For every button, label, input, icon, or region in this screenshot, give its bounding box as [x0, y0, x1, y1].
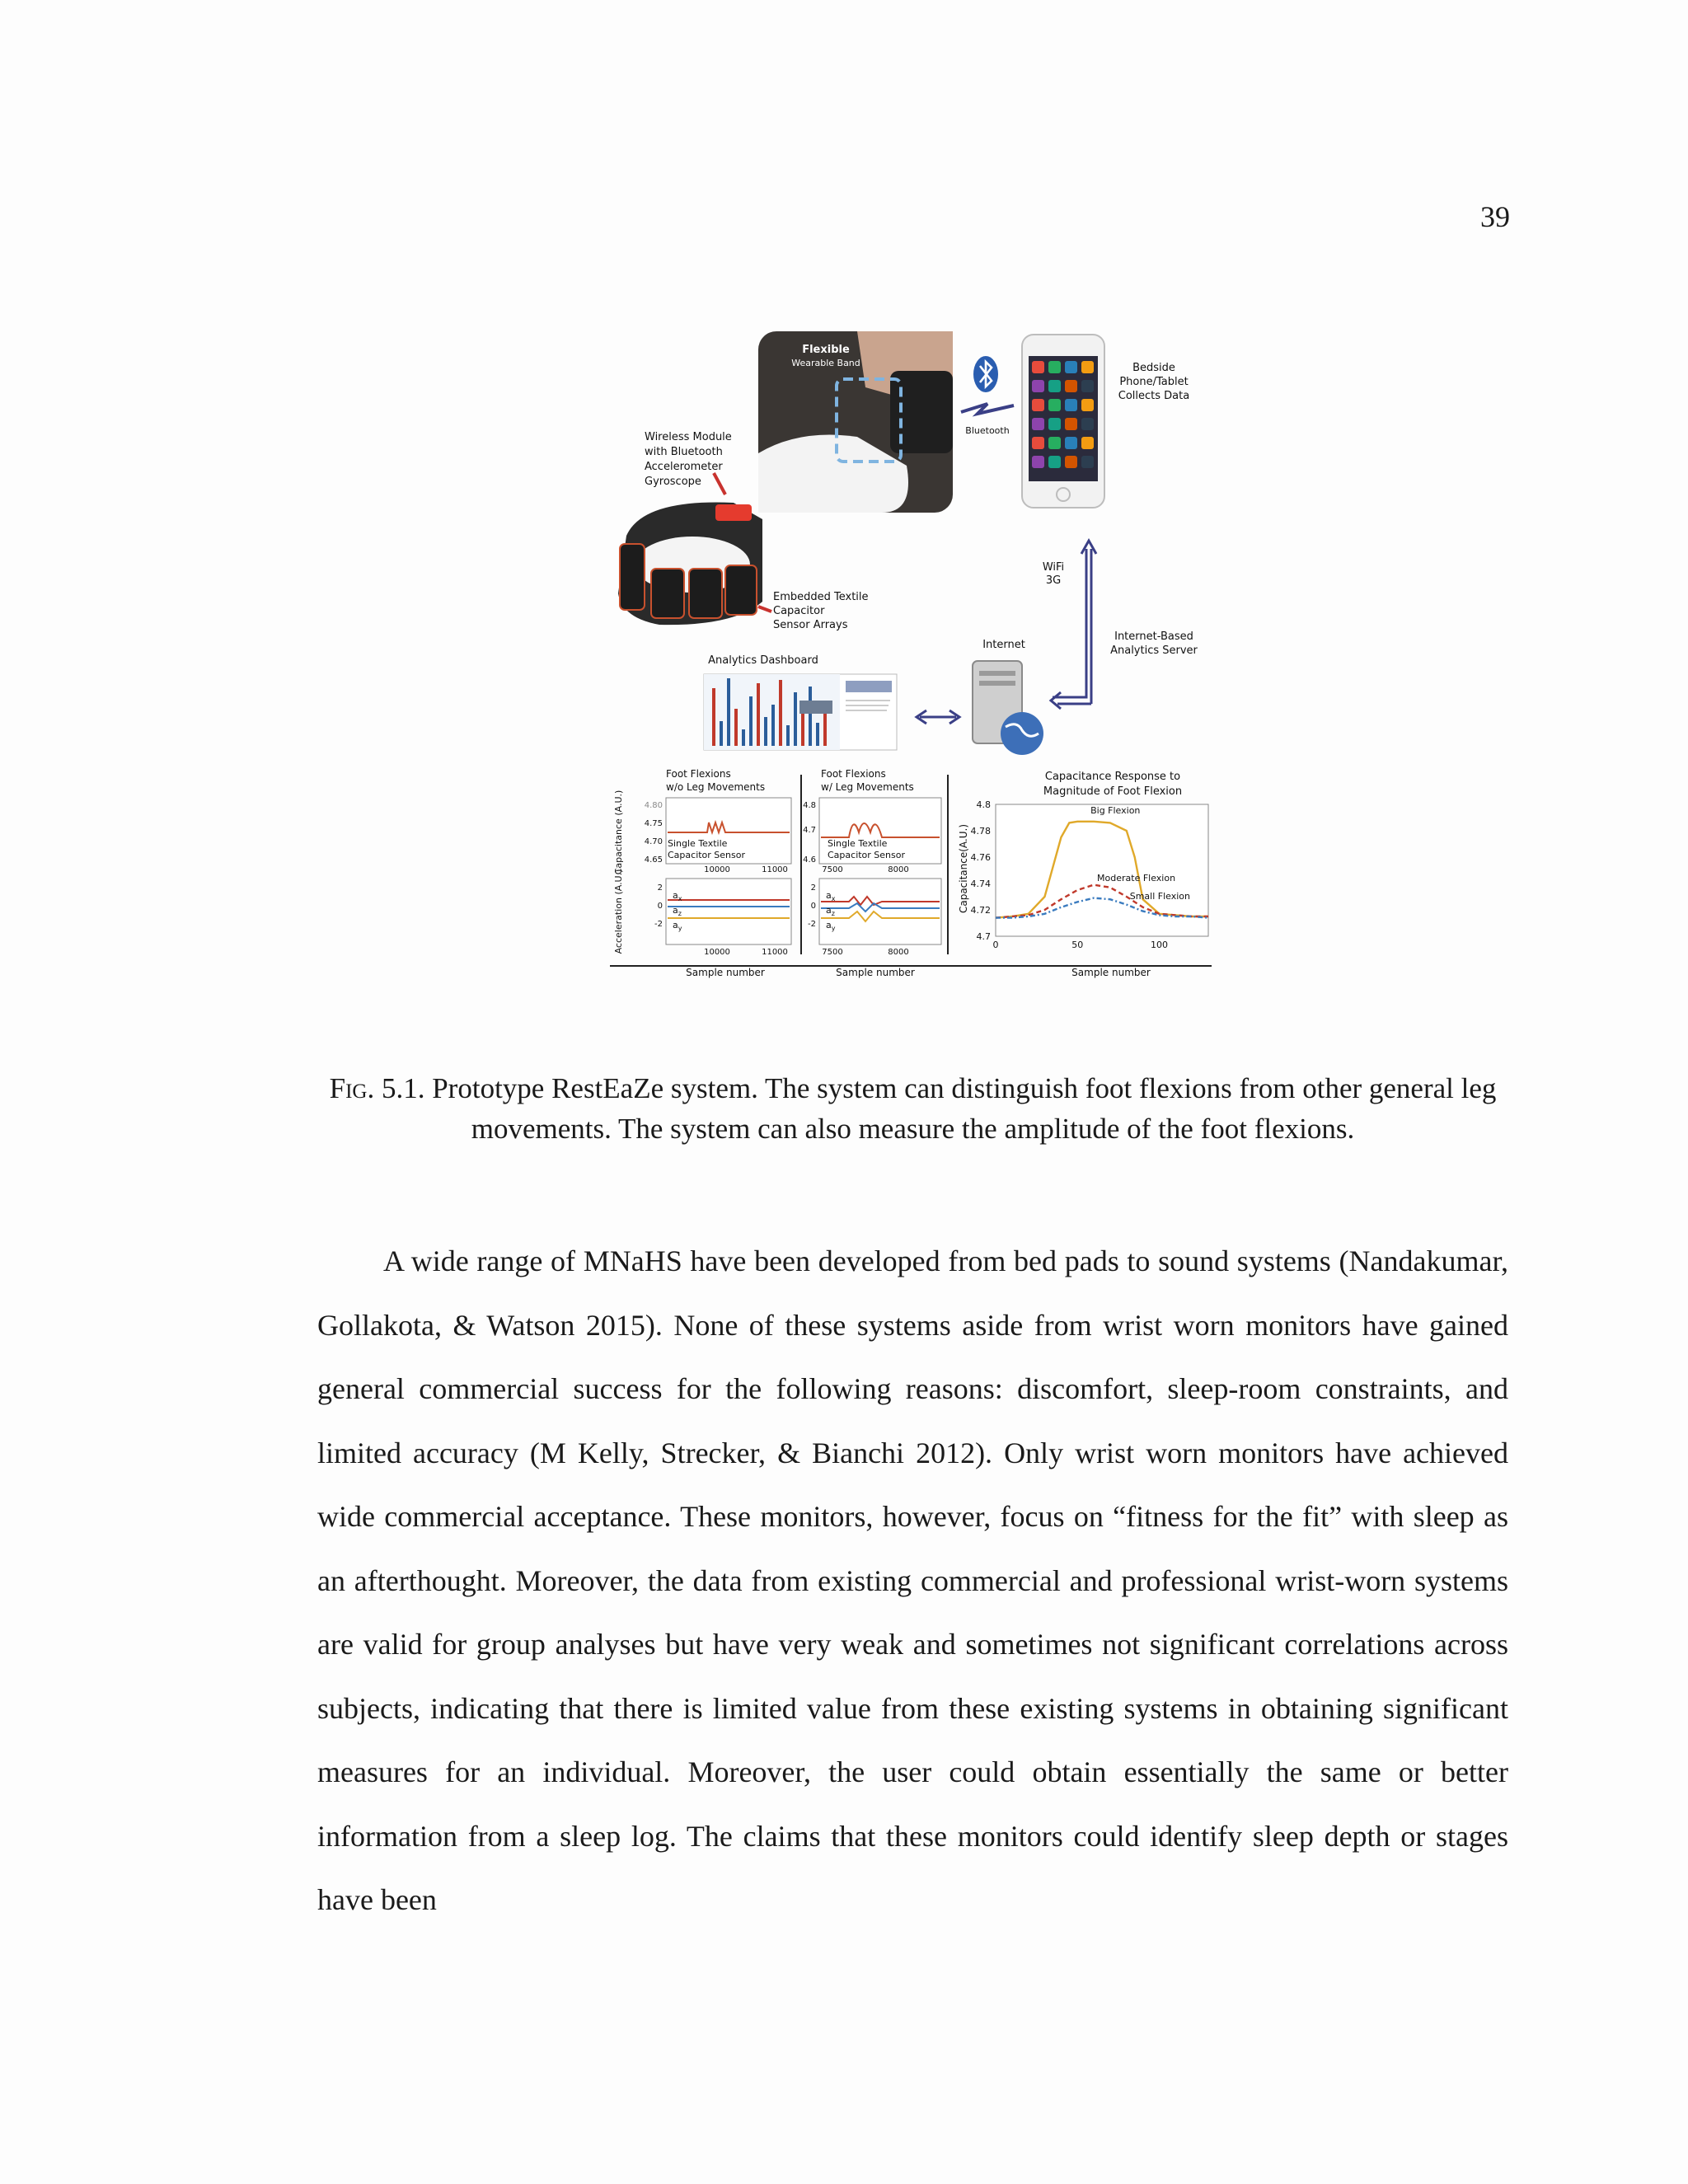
chart3-xtick-1: 11000: [762, 948, 788, 957]
module-label-3: Accelerometer: [645, 461, 723, 473]
wifi-label-2: 3G: [1045, 574, 1062, 587]
chart4-ytick-1: 0: [810, 902, 816, 911]
dashboard-bar: [749, 696, 753, 746]
chart1-ytick-2: 4.70: [644, 837, 663, 846]
chart5-xlabel: Sample number: [1071, 967, 1151, 978]
chart4-xlabel: Sample number: [836, 967, 915, 978]
band-label-2: Wearable Band: [791, 358, 860, 368]
phone-app-icon: [1048, 380, 1061, 392]
dashboard-bar: [771, 705, 775, 746]
body-paragraph-text: A wide range of MNaHS have been developed from bed pads to sound systems (Nandakumar, Gollakota, & Watson 2015). None of these systems aside from wrist worn monitors have gained general commercial success for the following reasons: discomfort, sleep-room constraints, and limited accuracy (M Kelly, Strecker, & Bianchi 2012). Only wrist worn monitors have achieved wide commercial acceptance. These monitors, however, focus on “fitness for the fit” with sleep as an afterthought. Moreover, the data from existing commercial and professional wrist-worn systems are valid for group analyses but have very weak and sometimes not significant correlations across subjects, indicating that there is limited value from these existing systems in obtaining significant measures for an individual. Moreover, the user could obtain essentially the same or better information from a sleep log. The claims that these monitors could identify sleep depth or stages have been: [317, 1244, 1508, 1916]
chart5-label-small-flexion: Small Flexion: [1129, 891, 1191, 902]
sensor-label-2: Capacitor: [773, 605, 825, 617]
chart5-ytick: 4.7: [976, 931, 991, 942]
chart5-ytick: 4.74: [970, 879, 991, 889]
caption-prefix: Fig. 5.1.: [329, 1072, 425, 1104]
chart5-title-line2: Magnitude of Foot Flexion: [1043, 785, 1183, 798]
chart5-ytick: 4.8: [976, 799, 991, 810]
dashboard-bar: [809, 687, 812, 746]
wearable-band-image: [618, 503, 762, 626]
chart1-title-line1: Foot Flexions: [666, 768, 731, 780]
bluetooth-bolt: [961, 404, 1014, 414]
dashboard-bar: [779, 680, 782, 746]
bluetooth-icon: [973, 356, 998, 392]
figure: [610, 321, 1220, 981]
chart1-ylabel: Capacitance (A.U.): [613, 790, 624, 875]
page-number: 39: [1480, 200, 1510, 233]
chart2-ytick-2: 4.6: [803, 855, 816, 865]
chart5-ylabel: Capacitance(A.U.): [958, 823, 969, 914]
chart5-xtick: 0: [992, 940, 999, 950]
dashboard-bar: [712, 688, 715, 746]
chart4-label-az: $a_z$: [826, 905, 835, 917]
chart3-ylabel: Acceleration (A.U.): [613, 869, 624, 954]
server-label-1: Internet-Based: [1114, 630, 1193, 643]
sensor-label-1: Embedded Textile: [773, 591, 869, 603]
dashboard-bar: [801, 713, 804, 746]
dashboard-bar: [794, 692, 797, 746]
chart2-ytick-0: 4.8: [803, 801, 816, 810]
chart2-annotation-1: Single Textile: [828, 838, 888, 849]
server-icon: [973, 661, 1043, 755]
server-label-2: Analytics Server: [1110, 644, 1198, 657]
phone-app-icon: [1032, 437, 1044, 449]
chart5-title-line1: Capacitance Response to: [1044, 771, 1181, 783]
body-paragraph: [317, 1230, 1508, 1933]
chart2-ytick-1: 4.7: [803, 826, 816, 835]
chart5-plot: [971, 799, 1209, 950]
chart3-label-az: $a_z$: [673, 905, 682, 917]
chart2-xtick-0: 7500: [822, 865, 843, 874]
chart4-plot-area: [819, 879, 941, 944]
phone-app-icon: [1032, 361, 1044, 373]
chart1-title-line2: w/o Leg Movements: [666, 781, 766, 793]
module-label-1: Wireless Module: [645, 431, 732, 443]
caption-text: Prototype RestEaZe system. The system can distinguish foot flexions from other general leg movements. The system can also measure the amplitude of the foot flexions.: [432, 1072, 1497, 1145]
chart1-ytick-3: 4.65: [644, 855, 663, 865]
wifi-label-1: WiFi: [1042, 561, 1065, 574]
leg-photo: [758, 331, 953, 513]
chart2-xtick-1: 8000: [888, 865, 909, 874]
module-label-4: Gyroscope: [645, 476, 701, 488]
dashboard-label: Analytics Dashboard: [708, 654, 818, 667]
dashboard-bar: [734, 709, 738, 746]
phone-app-icon: [1048, 456, 1061, 468]
chart5-ytick: 4.76: [970, 852, 991, 863]
chart3-ytick-1: 0: [657, 902, 663, 911]
phone-app-icon: [1081, 399, 1094, 411]
chart2-title-line1: Foot Flexions: [821, 768, 886, 780]
chart3-xlabel: Sample number: [686, 967, 765, 978]
chart3-xtick-0: 10000: [704, 948, 730, 957]
phone-app-icon: [1081, 437, 1094, 449]
chart4-label-ay: $a_y$: [826, 920, 836, 932]
dashboard-bar: [757, 683, 760, 746]
phone-label-2: Phone/Tablet: [1119, 376, 1189, 388]
phone-app-icon: [1032, 418, 1044, 430]
chart3-ytick-2: -2: [654, 920, 663, 929]
chart5-xtick: 50: [1071, 940, 1084, 950]
dashboard-screenshot: [704, 674, 897, 750]
phone-label-1: Bedside: [1132, 362, 1175, 374]
dashboard-bar: [720, 721, 723, 746]
chart1-xtick-1: 11000: [762, 865, 788, 874]
phone-app-icon: [1081, 418, 1094, 430]
module-arrow: [714, 473, 725, 494]
phone-app-icon: [1065, 399, 1077, 411]
chart4-ytick-2: -2: [808, 920, 816, 929]
chart1-ytick-1: 4.75: [644, 819, 663, 828]
chart5-ytick: 4.78: [970, 826, 991, 837]
phone-app-icon: [1081, 456, 1094, 468]
phone-app-icon: [1032, 399, 1044, 411]
chart5-label-big-flexion: Big Flexion: [1090, 805, 1141, 817]
phone-app-icon: [1032, 380, 1044, 392]
chart3-plot-area: [666, 879, 791, 944]
chart4-xtick-0: 7500: [822, 948, 843, 957]
chart3-ytick-0: 2: [657, 883, 663, 893]
dashboard-bar: [764, 717, 767, 746]
chart1-annotation-1: Single Textile: [668, 838, 728, 849]
chart5-label-moderate-flexion: Moderate Flexion: [1097, 872, 1176, 883]
chart4-ytick-0: 2: [810, 883, 816, 893]
chart5-xtick: 100: [1150, 940, 1168, 950]
phone-app-icon: [1065, 456, 1077, 468]
sensor-label-3: Sensor Arrays: [773, 619, 848, 631]
chart2-title-line2: w/ Leg Movements: [821, 781, 914, 793]
module-label-2: with Bluetooth: [645, 446, 723, 458]
band-label-1: Flexible: [802, 344, 850, 356]
phone-app-icon: [1048, 418, 1061, 430]
phone-icon: [1022, 335, 1104, 508]
dashboard-bar: [727, 678, 730, 746]
phone-app-icon: [1065, 418, 1077, 430]
chart4-xtick-1: 8000: [888, 948, 909, 957]
phone-app-icon: [1065, 437, 1077, 449]
phone-app-icon: [1065, 361, 1077, 373]
phone-app-icon: [1048, 437, 1061, 449]
bluetooth-label: Bluetooth: [965, 425, 1010, 436]
dashboard-bar: [816, 723, 819, 746]
chart3-label-ax: $a_x$: [673, 890, 682, 902]
phone-app-icon: [1048, 399, 1061, 411]
chart3-label-ay: $a_y$: [673, 920, 682, 932]
chart4-label-ax: $a_x$: [826, 890, 836, 902]
figure-caption: [317, 1068, 1508, 1149]
chart1-annotation-2: Capacitor Sensor: [668, 850, 746, 860]
phone-app-icon: [1081, 361, 1094, 373]
phone-app-icon: [1032, 456, 1044, 468]
chart5-ytick: 4.72: [970, 905, 991, 916]
phone-app-icon: [1065, 380, 1077, 392]
chart1-ytick-0: 4.80: [644, 801, 663, 810]
sensor-arrow: [758, 607, 771, 612]
phone-label-3: Collects Data: [1118, 390, 1190, 402]
phone-app-icon: [1048, 361, 1061, 373]
phone-app-icon: [1081, 380, 1094, 392]
chart1-xtick-0: 10000: [704, 865, 730, 874]
dashboard-bar: [786, 725, 790, 746]
internet-label: Internet: [982, 639, 1025, 651]
dashboard-bar: [742, 729, 745, 746]
chart2-annotation-2: Capacitor Sensor: [828, 850, 906, 860]
